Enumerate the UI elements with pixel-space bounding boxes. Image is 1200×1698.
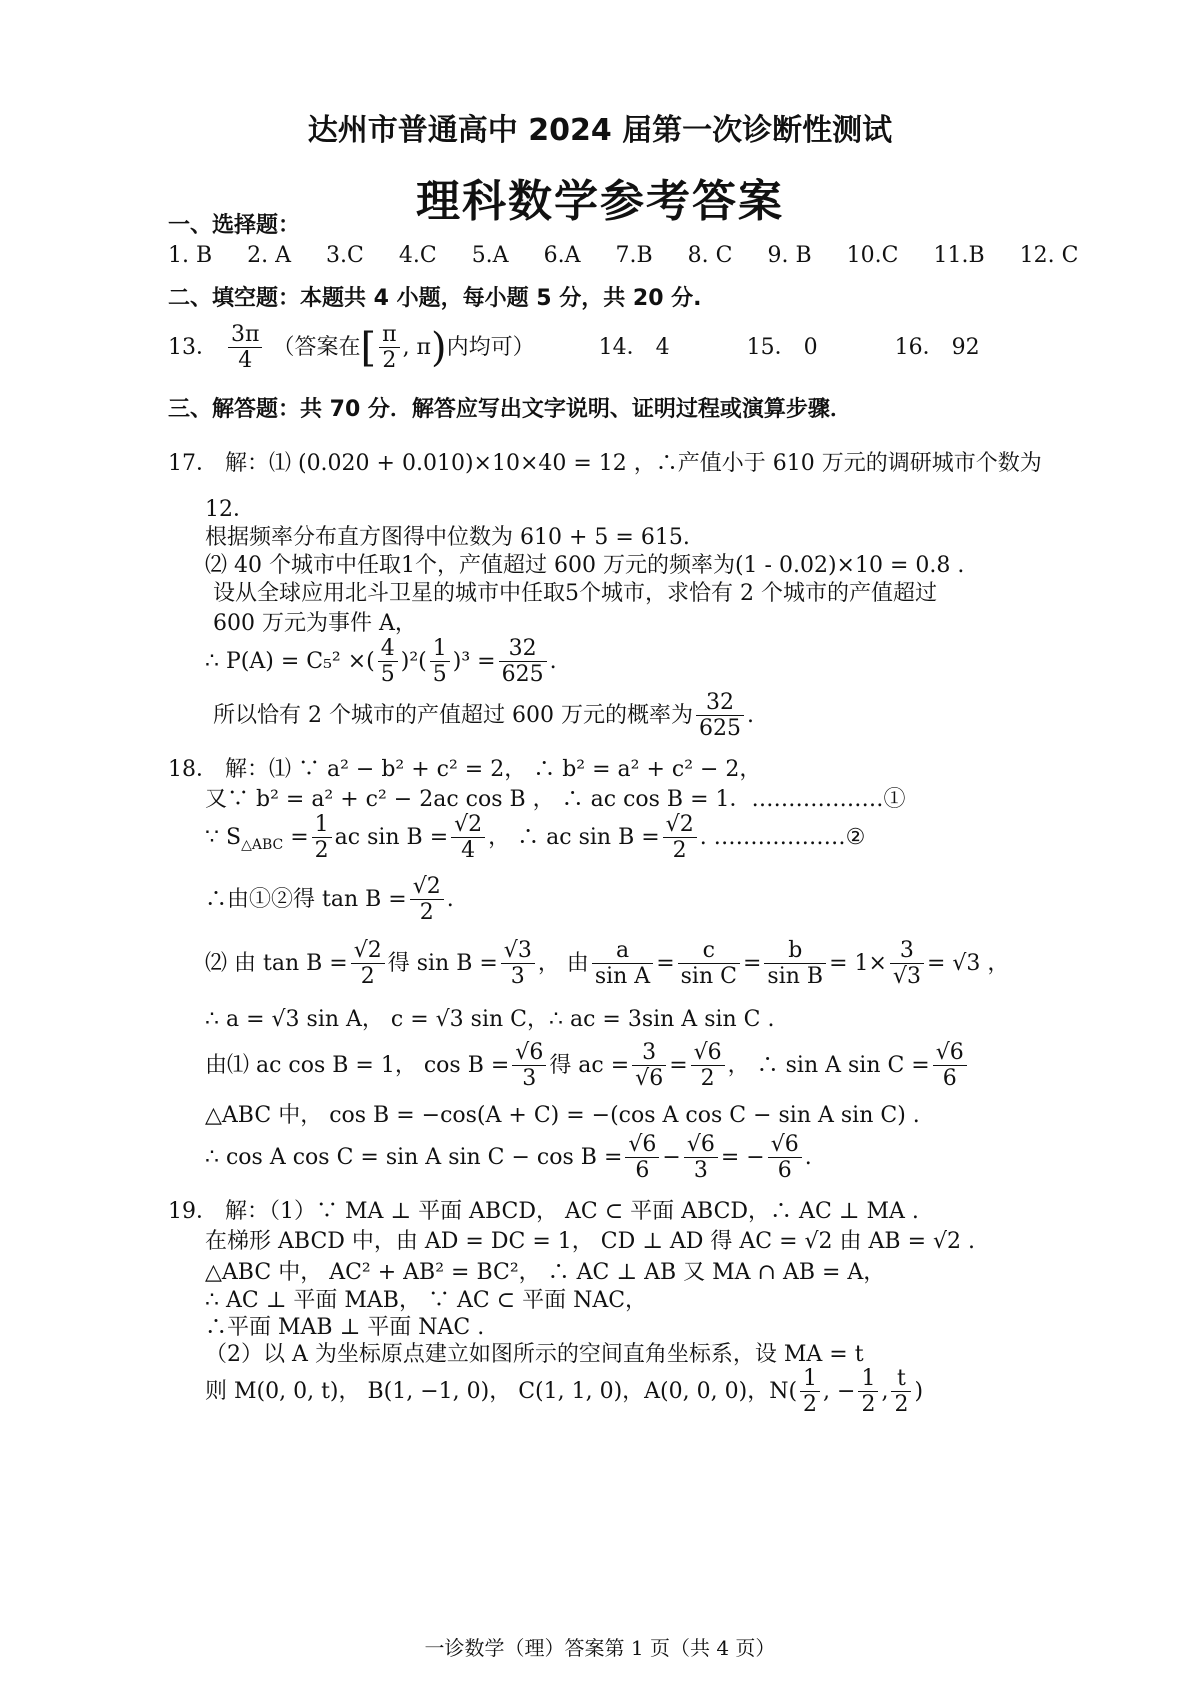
answer-11: 11.B xyxy=(933,243,985,268)
answer-5: 5.A xyxy=(471,243,509,268)
q19-line-7: 则 M(0, 0, t)， B(1, −1, 0)， C(1, 1, 0)，A(0, 0, 0)，N( $\frac{1}{2}$ , − $\frac{1}{2}$ , $\frac{t}{2}$ ) xyxy=(205,1366,924,1418)
q17-line-6: 600 万元为事件 A， xyxy=(213,611,417,636)
fraction-r6-3-b: $\frac{√6}{3}$ xyxy=(684,1132,718,1184)
fraction-1-5: $\frac{1}{5}$ xyxy=(430,636,450,688)
fraction-3-r3: $\frac{3}{√3}$ xyxy=(890,938,924,990)
q17-line-8: 所以恰有 2 个城市的产值超过 600 万元的概率为 $\frac{32}{625}$ . xyxy=(213,690,754,742)
q17-line-7: ∴ P(A) = C₅² ×( $\frac{4}{5}$ )²( $\frac{1}{5}$ )³ = $\frac{32}{625}$ . xyxy=(205,636,557,688)
q18-line-3: ∵ $S_{\triangle ABC}$ = $\frac{1}{2}$ ac sin B = $\frac{√2}{4}$ ， ∴ ac sin B = $\frac{√2}{2}$ . ………………② xyxy=(205,812,866,864)
q19-line-4: ∴ AC ⊥ 平面 MAB， ∵ AC ⊂ 平面 NAC， xyxy=(205,1288,648,1313)
answer-key-title: 理科数学参考答案 xyxy=(416,176,784,227)
fraction-a-sinA: $\frac{a}{\text{sin A}}$ xyxy=(592,938,653,990)
answer-2: 2. A xyxy=(247,243,292,268)
fill-answers: 13． $\frac{3\pi}{4}$ （答案在[ $\frac{\pi}{2}$ , π)内均可） 14． 4 15． 0 16． 92 xyxy=(168,322,980,374)
q13-fraction: $\frac{3\pi}{4}$ xyxy=(228,322,262,374)
fraction-1-2: $\frac{1}{2}$ xyxy=(312,812,332,864)
fraction-b-sinB: $\frac{b}{\text{sin B}}$ xyxy=(764,938,826,990)
answer-3: 3.C xyxy=(326,243,364,268)
fraction-r2-2: $\frac{√2}{2}$ xyxy=(663,812,697,864)
q18-line-1: 18． 解：⑴ ∵ a² − b² + c² = 2， ∴ b² = a² + c² − 2， xyxy=(168,757,762,782)
page-footer: 一诊数学（理）答案第 1 页（共 4 页） xyxy=(424,1636,776,1660)
q18-line-5: ⑵ 由 tan B = $\frac{√2}{2}$ 得 sin B = $\frac{√3}{3}$ ， 由 $\frac{a}{\text{sin A}}$ = $\frac{c}{\text{sin C}}$ = $\frac{b}{\text{sin B}}$ = 1× $\frac{3}{√3}$ = √3 ， xyxy=(205,938,1010,990)
answer-6: 6.A xyxy=(543,243,581,268)
fraction-r6-6-b: $\frac{√6}{6}$ xyxy=(768,1132,802,1184)
q18-line-4: ∴由①②得 tan B = $\frac{√2}{2}$ . xyxy=(205,874,454,926)
q19-line-1: 19． 解：（1）∵ MA ⊥ 平面 ABCD， AC ⊂ 平面 ABCD，∴ AC ⊥ MA . xyxy=(168,1199,919,1224)
q17-line-3: 根据频率分布直方图得中位数为 610 + 5 = 615. xyxy=(205,525,690,550)
answer-7: 7.B xyxy=(615,243,653,268)
fraction-r3-3: $\frac{√3}{3}$ xyxy=(501,938,535,990)
section-choice-heading: 一、选择题： xyxy=(168,213,301,238)
q13-label: 13． xyxy=(168,334,218,360)
q13-note-post: 内均可） xyxy=(446,334,535,360)
fraction-1-2-a: $\frac{1}{2}$ xyxy=(800,1366,820,1418)
answer-9: 9. B xyxy=(767,243,812,268)
q15-answer: 15． 0 xyxy=(746,334,818,360)
q13-interval-fraction: $\frac{\pi}{2}$ xyxy=(379,322,399,374)
fraction-r2-4: $\frac{√2}{4}$ xyxy=(451,812,485,864)
fraction-r6-3: $\frac{√6}{3}$ xyxy=(512,1040,546,1092)
fraction-r2-2-b: $\frac{√2}{2}$ xyxy=(351,938,385,990)
fraction-3-r6: $\frac{3}{√6}$ xyxy=(632,1040,666,1092)
q17-line-2: 12． xyxy=(205,497,255,522)
exam-title: 达州市普通高中 2024 届第一次诊断性测试 xyxy=(307,113,893,148)
answer-10: 10.C xyxy=(846,243,899,268)
fraction-1-2-b: $\frac{1}{2}$ xyxy=(858,1366,878,1418)
q17-line-5: 设从全球应用北斗卫星的城市中任取5个城市，求恰有 2 个城市的产值超过 xyxy=(213,581,937,606)
fraction-t-2: $\frac{t}{2}$ xyxy=(891,1366,911,1418)
fraction-4-5: $\frac{4}{5}$ xyxy=(378,636,398,688)
answer-1: 1. B xyxy=(168,243,213,268)
fraction-r6-6: $\frac{√6}{6}$ xyxy=(933,1040,967,1092)
q18-line-8: △ABC 中， cos B = −cos(A + C) = −(cos A cos C − sin A sin C) . xyxy=(205,1103,920,1128)
fraction-r6-6-a: $\frac{√6}{6}$ xyxy=(625,1132,659,1184)
q18-line-9: ∴ cos A cos C = sin A sin C − cos B = $\frac{√6}{6}$ − $\frac{√6}{3}$ = − $\frac{√6}{6}$ . xyxy=(205,1132,812,1184)
q16-answer: 16． 92 xyxy=(894,334,980,360)
section-fill-heading: 二、填空题：本题共 4 小题，每小题 5 分，共 20 分. xyxy=(168,286,702,311)
answer-4: 4.C xyxy=(398,243,437,268)
fraction-32-625: $\frac{32}{625}$ xyxy=(499,636,547,688)
choice-answers xyxy=(168,243,1106,268)
q19-line-5: ∴平面 MAB ⊥ 平面 NAC . xyxy=(205,1315,485,1340)
q18-line-7: 由⑴ ac cos B = 1， cos B = $\frac{√6}{3}$ 得 ac = $\frac{3}{√6}$ = $\frac{√6}{2}$ ， ∴ sin A sin C = $\frac{√6}{6}$ xyxy=(205,1040,970,1092)
q19-line-6: （2）以 A 为坐标原点建立如图所示的空间直角坐标系，设 MA = t xyxy=(205,1342,864,1367)
q14-answer: 14． 4 xyxy=(598,334,670,360)
fraction-r6-2: $\frac{√6}{2}$ xyxy=(691,1040,725,1092)
section-solve-heading: 三、解答题：共 70 分．解答应写出文字说明、证明过程或演算步骤． xyxy=(168,397,852,422)
fraction-tanb: $\frac{√2}{2}$ xyxy=(410,874,444,926)
q19-line-2: 在梯形 ABCD 中，由 AD = DC = 1， CD ⊥ AD 得 AC = √2 由 AB = √2 . xyxy=(205,1229,976,1254)
answer-8: 8. C xyxy=(687,243,733,268)
q18-line-6: ∴ a = √3 sin A， c = √3 sin C，∴ ac = 3sin A sin C . xyxy=(205,1007,775,1032)
q17-line-1: 17． 解：⑴ (0.020 + 0.010)×10×40 = 12 ，∴产值小于 610 万元的调研城市个数为 xyxy=(168,451,1042,476)
fraction-32-625-result: $\frac{32}{625}$ xyxy=(696,690,744,742)
q17-line-4: ⑵ 40 个城市中任取1个，产值超过 600 万元的频率为(1 - 0.02)×10 = 0.8 . xyxy=(205,553,965,578)
q19-line-3: △ABC 中， AC² + AB² = BC²， ∴ AC ⊥ AB 又 MA ∩ AB = A， xyxy=(205,1260,886,1285)
q13-note-pre: （答案在 xyxy=(272,334,361,360)
fraction-c-sinC: $\frac{c}{\text{sin C}}$ xyxy=(678,938,740,990)
answer-12: 12. C xyxy=(1019,243,1079,268)
q18-line-2: 又∵ b² = a² + c² − 2ac cos B ， ∴ ac cos B = 1．………………① xyxy=(205,787,906,812)
